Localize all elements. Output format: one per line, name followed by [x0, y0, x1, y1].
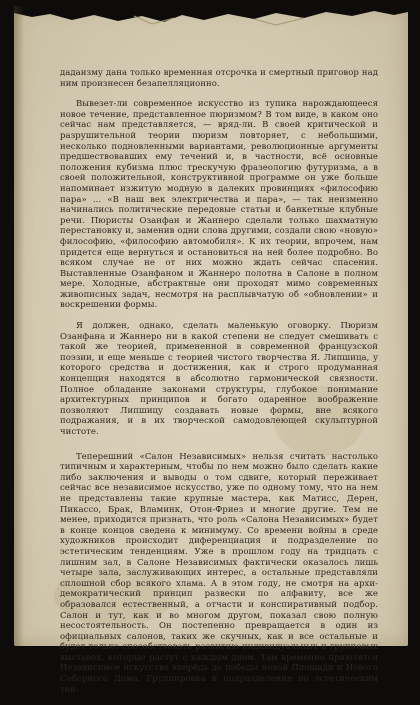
paragraph: Теперешний «Салон Независимых» нельзя считать настолько типичным и характерным, чтобы по нем можно было сделать какие либо заключения и выводы о том сдвиге, который переживает сейчас все независимое искусство, уже по одному тому, что на нем не представлены такие крупные мастера, как Матисс, Дерен, Пикассо, Брак, Вламинк, Отон-Фриез и многие другие. Тем не менее, приходится признать, что роль «Салона Независимых» будет в конце концов сведена к минимуму. Со времени войны в среде художников происходит диференциация и подразделение по эстетическим тенденциям. Уже в прошлом году на тридцать с лишним зал, в Салоне Независимых фактически оказалось лишь четыре зала, заслуживающих интерес, а остальные представляли сплошной сбор всякого хлама. А в этом году, не смотря на архи-демократический принцип развески по алфавиту, все же образовался естественный, а отчасти и конспиративный подбор. Салон и тут, как и во многом другом, показал свою полную несостоятельность. Он постепенно превращается в один из официальных салонов, таких же скучных, как и все остальные и будет только способствовать развитию индивидуальных и групповых выставок, которые растут с каждым днем. Там временно приютятся Независимое искусство вперёдь до победы новой Площади и Нового Соборного Дома. Группировка и подразделение по эстетическим тен-: [60, 451, 378, 695]
paragraph: Я должен, однако, сделать маленькую оговорку. Пюризм Озанфана и Жаннеро ни в какой степени не следует смешивать с такой же теорией, примененной в современной французской поэзии, и еще меньше с теорией чистого творчества Я. Липшица, у которого средства и достижения, как и строго продуманная концепция находятся в абсолютно гармонической связности. Полное обладание законами структуры, глубокое понимание архитектурных принципов и богато одаренное воображение позволяют Липшицу создавать новые формы, вне всякого подражания, и в их творческой самодовлеющей скульптурной чистоте.: [60, 321, 378, 437]
paragraph: дадаизму дана только временная отсрочка и смертный приговор над ним произнесен безапелляционно.: [60, 68, 378, 89]
book-page: [14, 6, 408, 695]
paragraph: Вывезет-ли современное искусство из тупика нарождающееся новое течение, представленное пюризмом? В том виде, в каком оно сейчас нам представляется, — вряд-ли. В своей критической и разрушительной теории пюризм повторяет, с небольшими, несколько подновленными вариантами, революционные аргументы предшествовавших ему течений и, в частности, всё основные положения кубизма плюс трескучую фразеологию футуризма, а в своей положительной, конструктивной программе он уже больше напоминает изжитую модную в далеких провинциях «философию пара» ... «В наш век электричества и пара», — так неизменно начинались политические передовые статьи и банкетные клубные речи. Пюристы Озанфан и Жаннеро сделали только шахматную перестановку и, заменив одни слова другими, создали свою «новую» философию, «философию автомобиля». К их теории, впрочем, нам придется еще вернуться и остановиться на ней более подробно. Во всяком случае не от них можно ждать сейчас спасения. Выставленные Озанфаном и Жаннеро полотна в Салоне в полном мере. Холодные, абстрактные они проходят мимо современных живописных задач, несмотря на расплывчатую об «обновлении» и воскрешении формы.: [60, 99, 378, 311]
torn-top-edge: [14, 6, 408, 28]
body-text: [60, 68, 378, 705]
spine-shadow: [14, 6, 24, 646]
